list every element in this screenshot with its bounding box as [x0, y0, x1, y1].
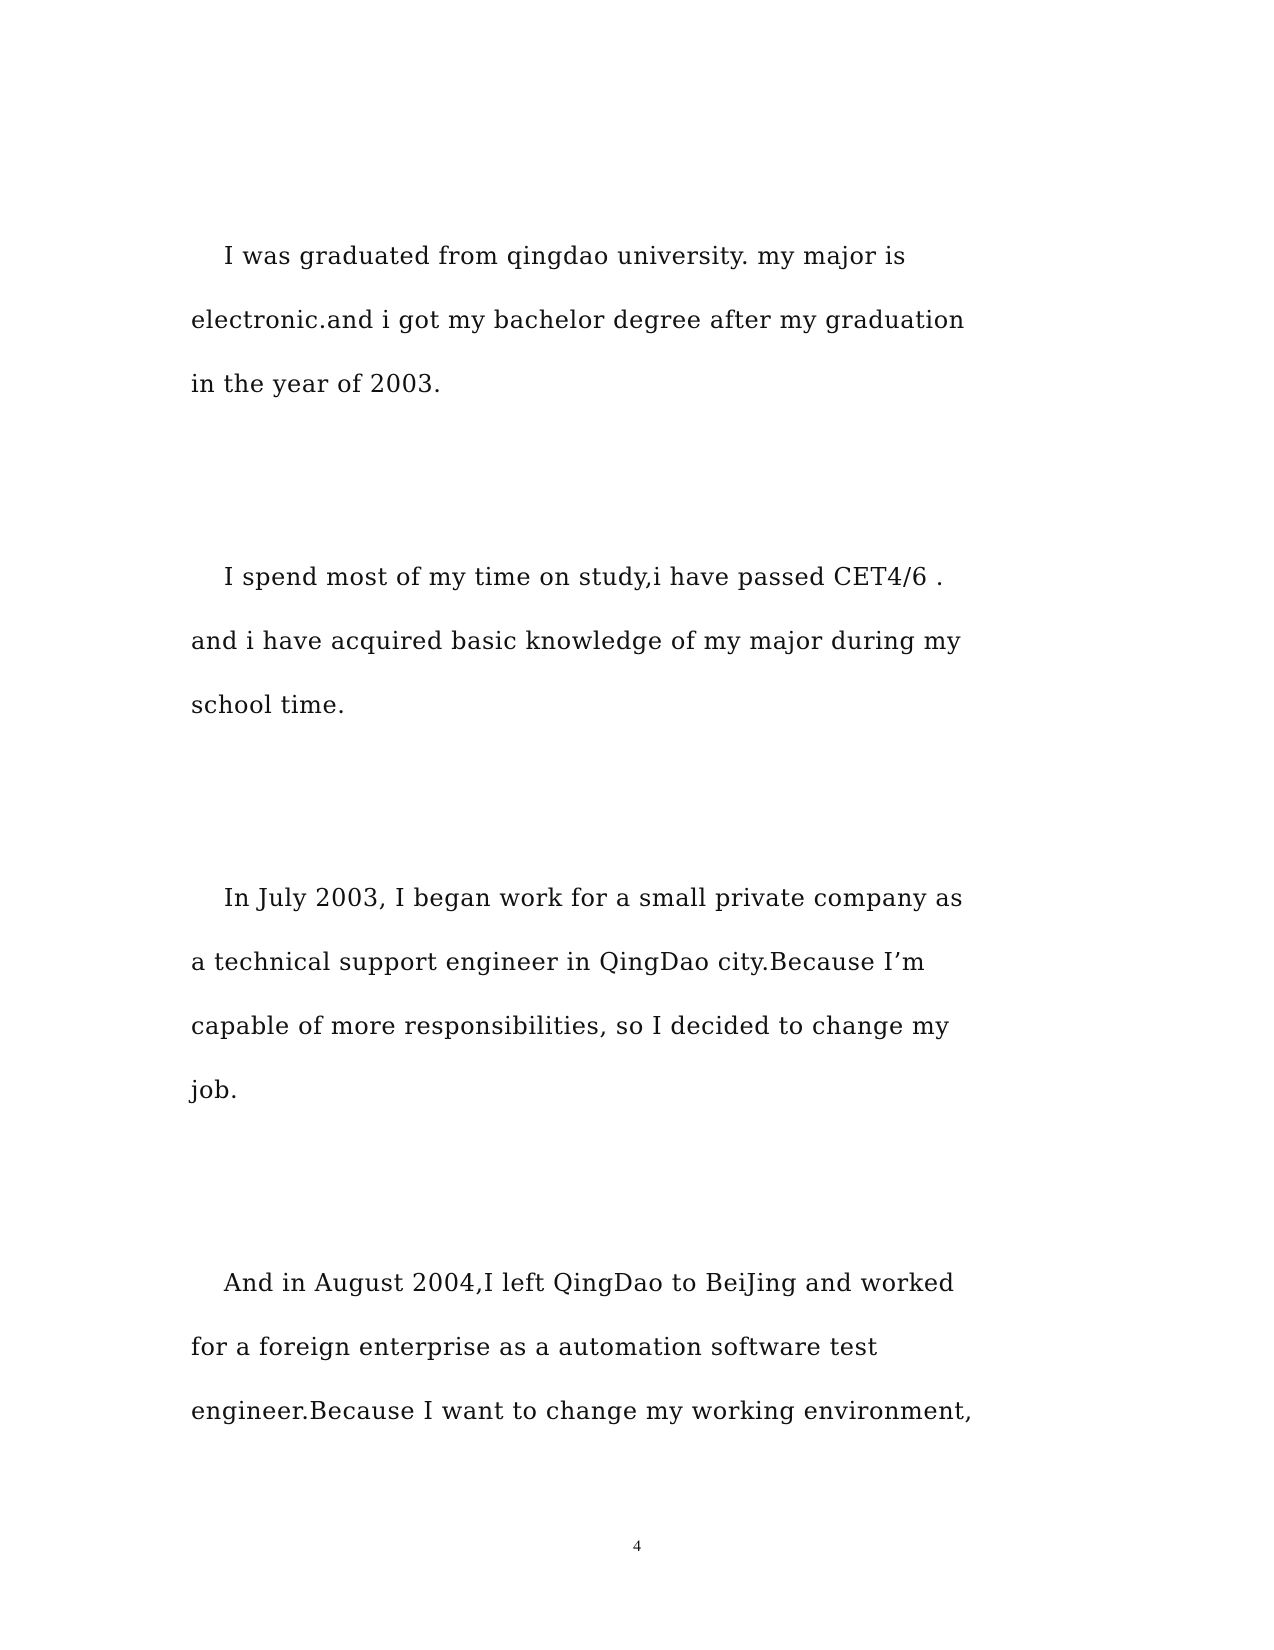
- text-line: a technical support engineer in QingDao city.Because I’m: [191, 948, 926, 976]
- page-number: 4: [633, 1538, 641, 1555]
- text-line: I spend most of my time on study,i have passed CET4/6 .: [191, 563, 945, 591]
- text-line: electronic.and i got my bachelor degree after my graduation: [191, 306, 965, 334]
- text-line: And in August 2004,I left QingDao to BeiJing and worked: [191, 1269, 955, 1297]
- text-line: I was graduated from qingdao university. my major is: [191, 242, 907, 270]
- text-line: in the year of 2003.: [191, 370, 442, 398]
- text-line: for a foreign enterprise as a automation software test: [191, 1333, 878, 1361]
- text-line: capable of more responsibilities, so I decided to change my: [191, 1012, 950, 1040]
- text-line: In July 2003, I began work for a small private company as: [191, 884, 964, 912]
- text-line: job.: [191, 1076, 239, 1104]
- text-line: and i have acquired basic knowledge of my major during my: [191, 627, 962, 655]
- text-line: engineer.Because I want to change my working environment,: [191, 1397, 973, 1425]
- text-line: school time.: [191, 691, 346, 719]
